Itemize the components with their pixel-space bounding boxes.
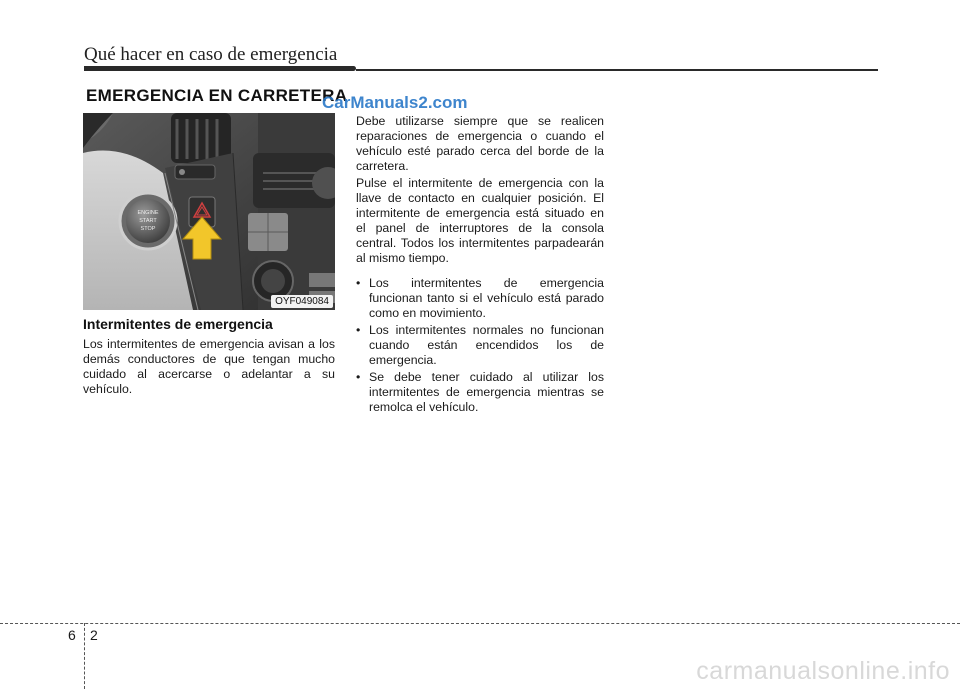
footer-divider [84, 623, 85, 689]
operation-paragraph: Pulse el intermitente de emergencia con la llave de contacto en cualquier posición. El intermitente de emergencia está situado en el panel de interruptores de la consola central. Todos los intermitentes parpadearán al mismo tiempo. [356, 176, 604, 265]
watermark-link[interactable]: CarManuals2.com [322, 93, 468, 112]
hazard-subheading: Intermitentes de emergencia [83, 316, 273, 332]
start-label: START [139, 218, 157, 224]
notes-list [356, 276, 604, 415]
stop-label: STOP [140, 226, 156, 232]
list-item [356, 276, 604, 321]
bullet-icon: • [356, 323, 361, 337]
dashboard-illustration [83, 113, 335, 310]
bullet-icon: • [356, 370, 361, 384]
chapter-number: 6 [68, 627, 76, 643]
usage-paragraph: Debe utilizarse siempre que se realicen reparaciones de emergencia o cuando el vehículo esté parado cerca del borde de la carretera. [356, 114, 604, 173]
page-number: 2 [90, 627, 98, 643]
list-item [356, 370, 604, 415]
bullet-icon: • [356, 276, 361, 290]
header-rule-thick [84, 66, 356, 71]
footer-rule [0, 623, 960, 624]
header-rule-thin [356, 69, 878, 71]
list-item [356, 323, 604, 368]
hazard-switch-figure [83, 113, 335, 310]
section-title: EMERGENCIA EN CARRETERA [86, 86, 348, 105]
list-item-text: Se debe tener cuidado al utilizar los intermitentes de emergencia mientras se remolca el vehículo. [369, 370, 604, 414]
hazard-intro-paragraph: Los intermitentes de emergencia avisan a los demás conductores de que tengan mucho cuidado al acercarse o adelantar a su vehículo. [83, 337, 335, 396]
list-item-text: Los intermitentes normales no funcionan cuando están encendidos los de emergencia. [369, 323, 604, 367]
chapter-title: Qué hacer en caso de emergencia [84, 44, 338, 65]
footer-watermark: carmanualsonline.info [696, 657, 950, 685]
list-item-text: Los intermitentes de emergencia funcionan tanto si el vehículo está parado como en movimiento. [369, 276, 604, 320]
engine-label: ENGINE [137, 210, 159, 216]
engine-start-button [120, 193, 176, 249]
right-column [356, 114, 604, 417]
figure-code: OYF049084 [271, 295, 333, 308]
